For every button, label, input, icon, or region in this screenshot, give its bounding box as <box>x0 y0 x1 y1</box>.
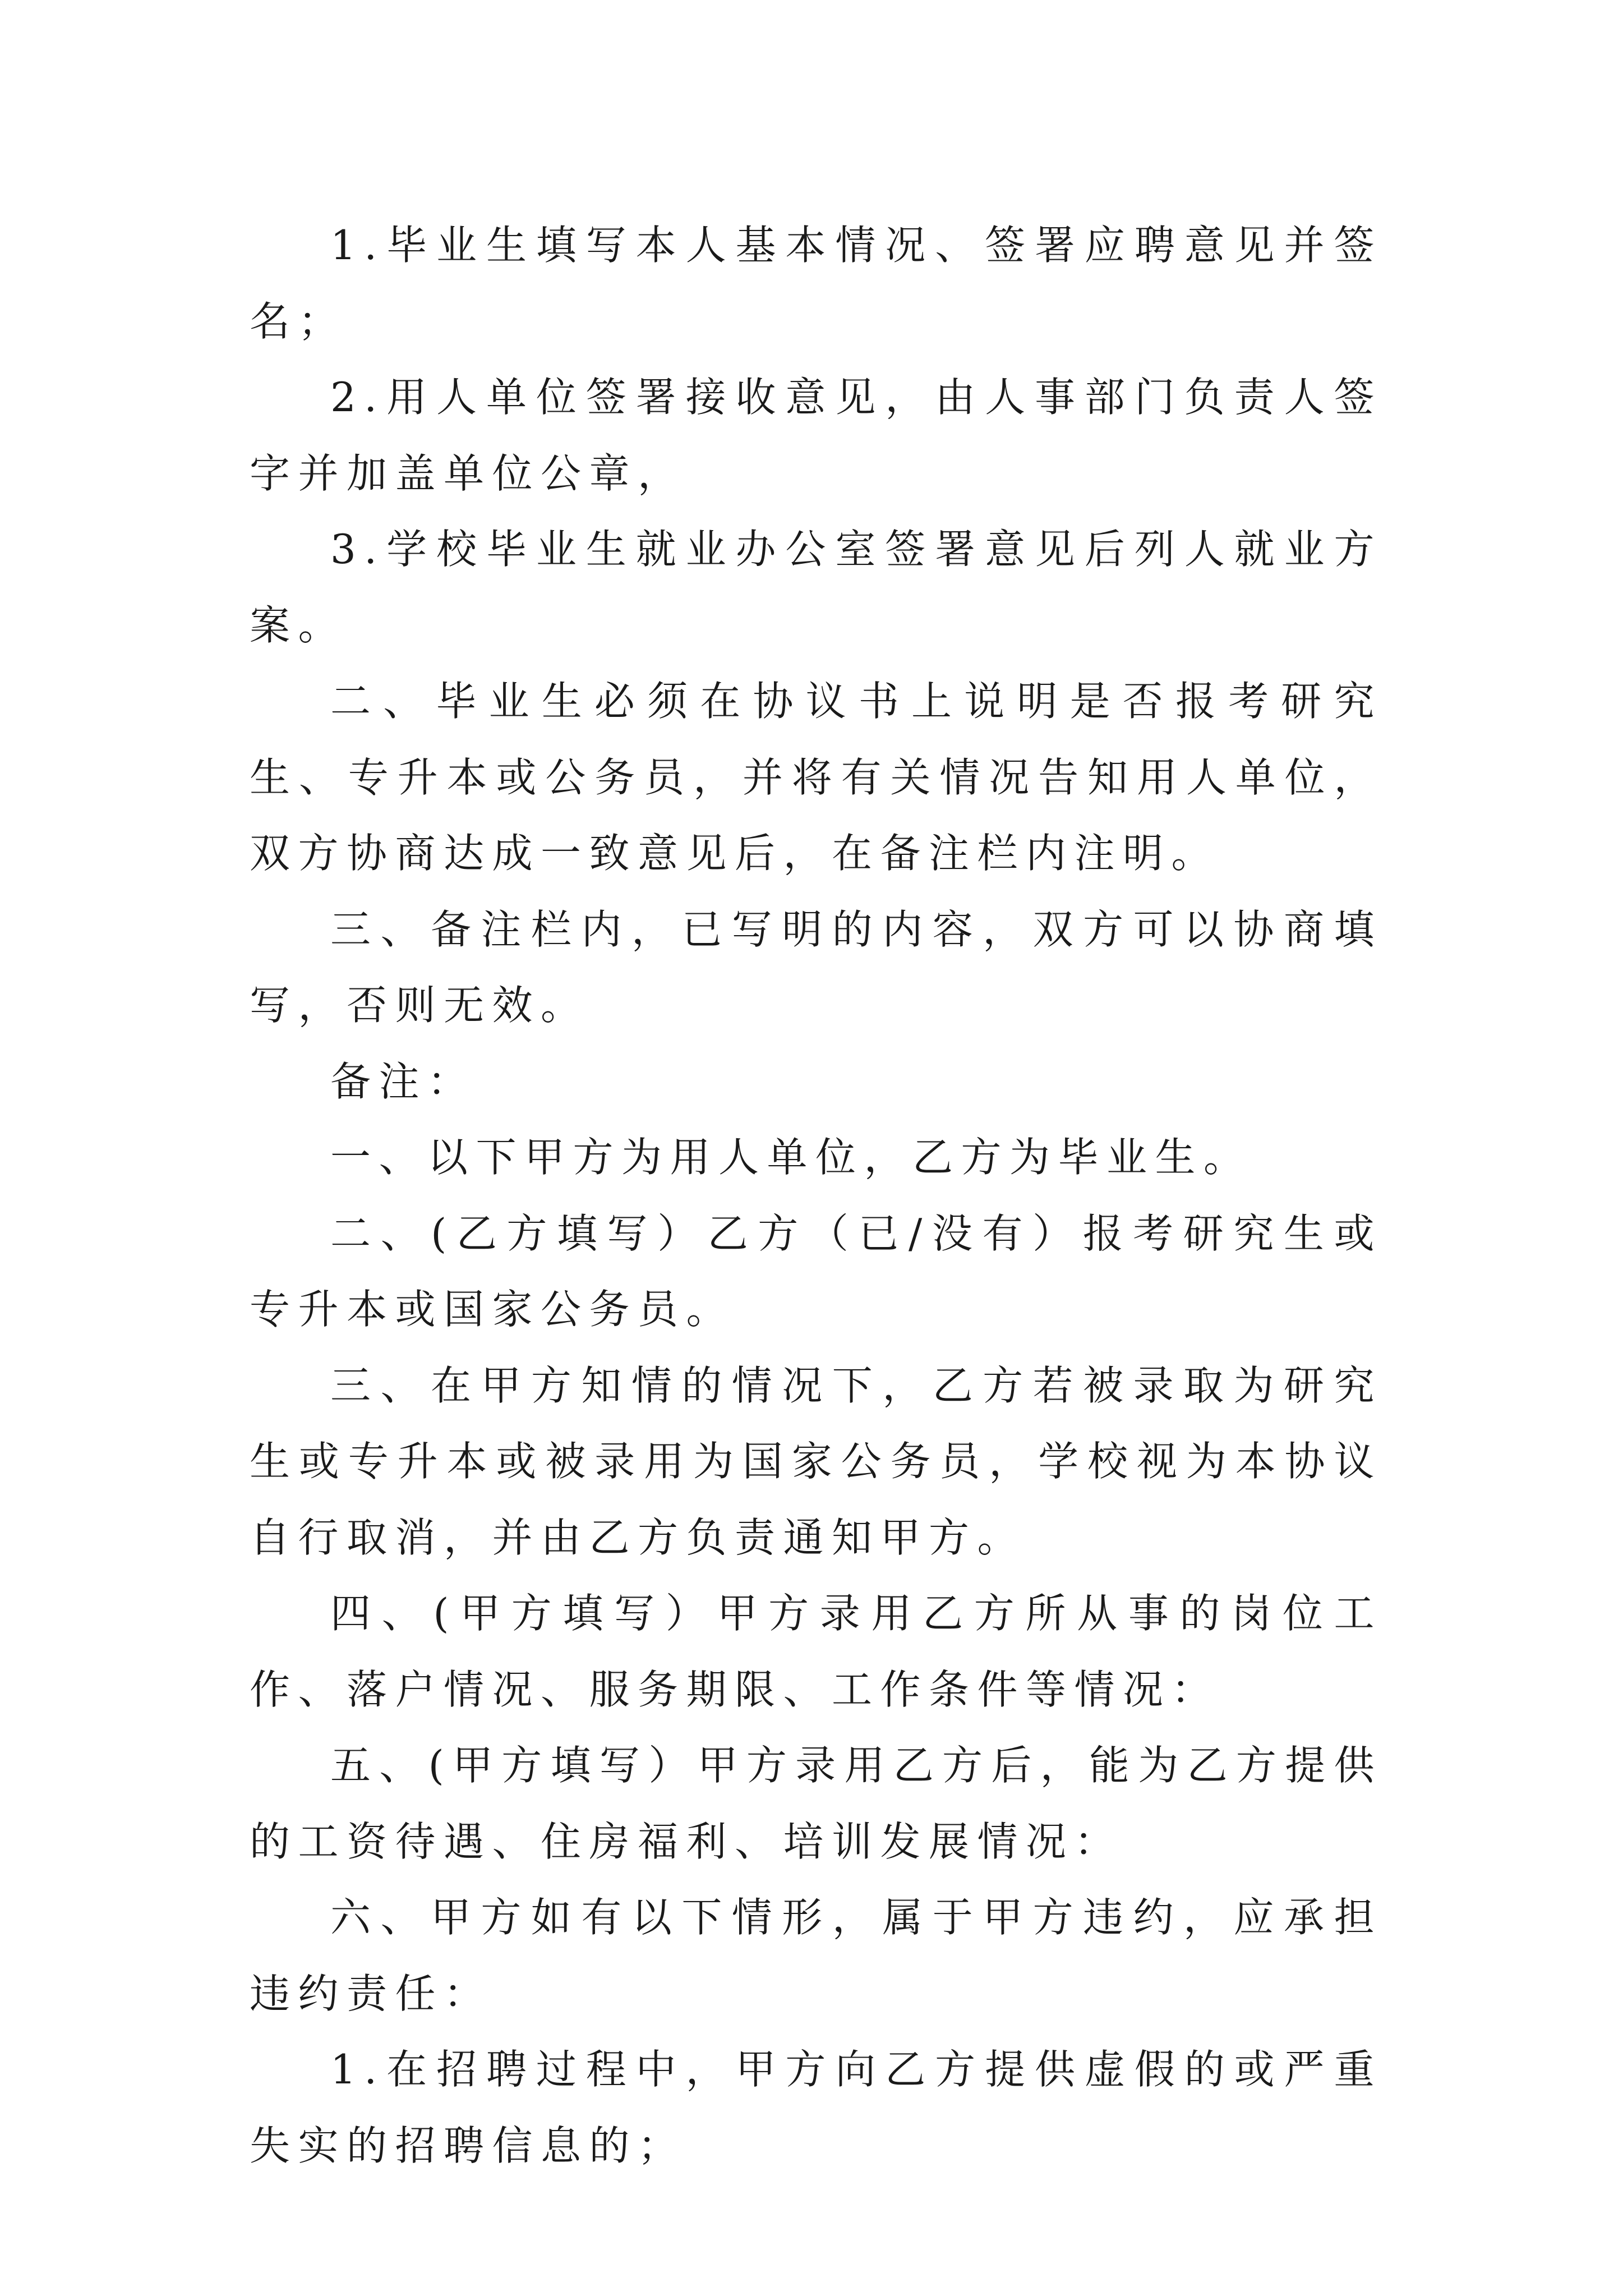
document-body <box>250 208 1382 2184</box>
paragraph: 六、甲方如有以下情形，属于甲方违约，应承担违约责任： <box>250 1894 1382 2017</box>
paragraph: 三、备注栏内，已写明的内容，双方可以协商填写，否则无效。 <box>250 905 1382 1029</box>
paragraph: 二、毕业生必须在协议书上说明是否报考研究生、专升本或公务员，并将有关情况告知用人单位，双方协商达成一致意见后，在备注栏内注明。 <box>250 678 1382 877</box>
paragraph: 一、以下甲方为用人单位，乙方为毕业生。 <box>330 1134 1252 1181</box>
paragraph: 三、在甲方知情的情况下，乙方若被录取为研究生或专升本或被录用为国家公务员，学校视为本协议自行取消，并由乙方负责通知甲方。 <box>250 1361 1382 1561</box>
paragraph: 二、(乙方填写）乙方（已/没有）报考研究生或专升本或国家公务员。 <box>250 1209 1382 1333</box>
paragraph: 四、(甲方填写）甲方录用乙方所从事的岗位工作、落户情况、服务期限、工作条件等情况： <box>250 1590 1382 1713</box>
paragraph: 五、(甲方填写）甲方录用乙方后，能为乙方提供的工资待遇、住房福利、培训发展情况： <box>250 1742 1382 1865</box>
paragraph: 2.用人单位签署接收意见，由人事部门负责人签字并加盖单位公章， <box>250 374 1382 497</box>
paragraph: 备注： <box>330 1057 476 1105</box>
paragraph: 3.学校毕业生就业办公室签署意见后列人就业方案。 <box>250 526 1382 649</box>
paragraph: 1.毕业生填写本人基本情况、签署应聘意见并签名； <box>250 222 1382 345</box>
paragraph: 1.在招聘过程中，甲方向乙方提供虚假的或严重失实的招聘信息的； <box>250 2046 1382 2169</box>
